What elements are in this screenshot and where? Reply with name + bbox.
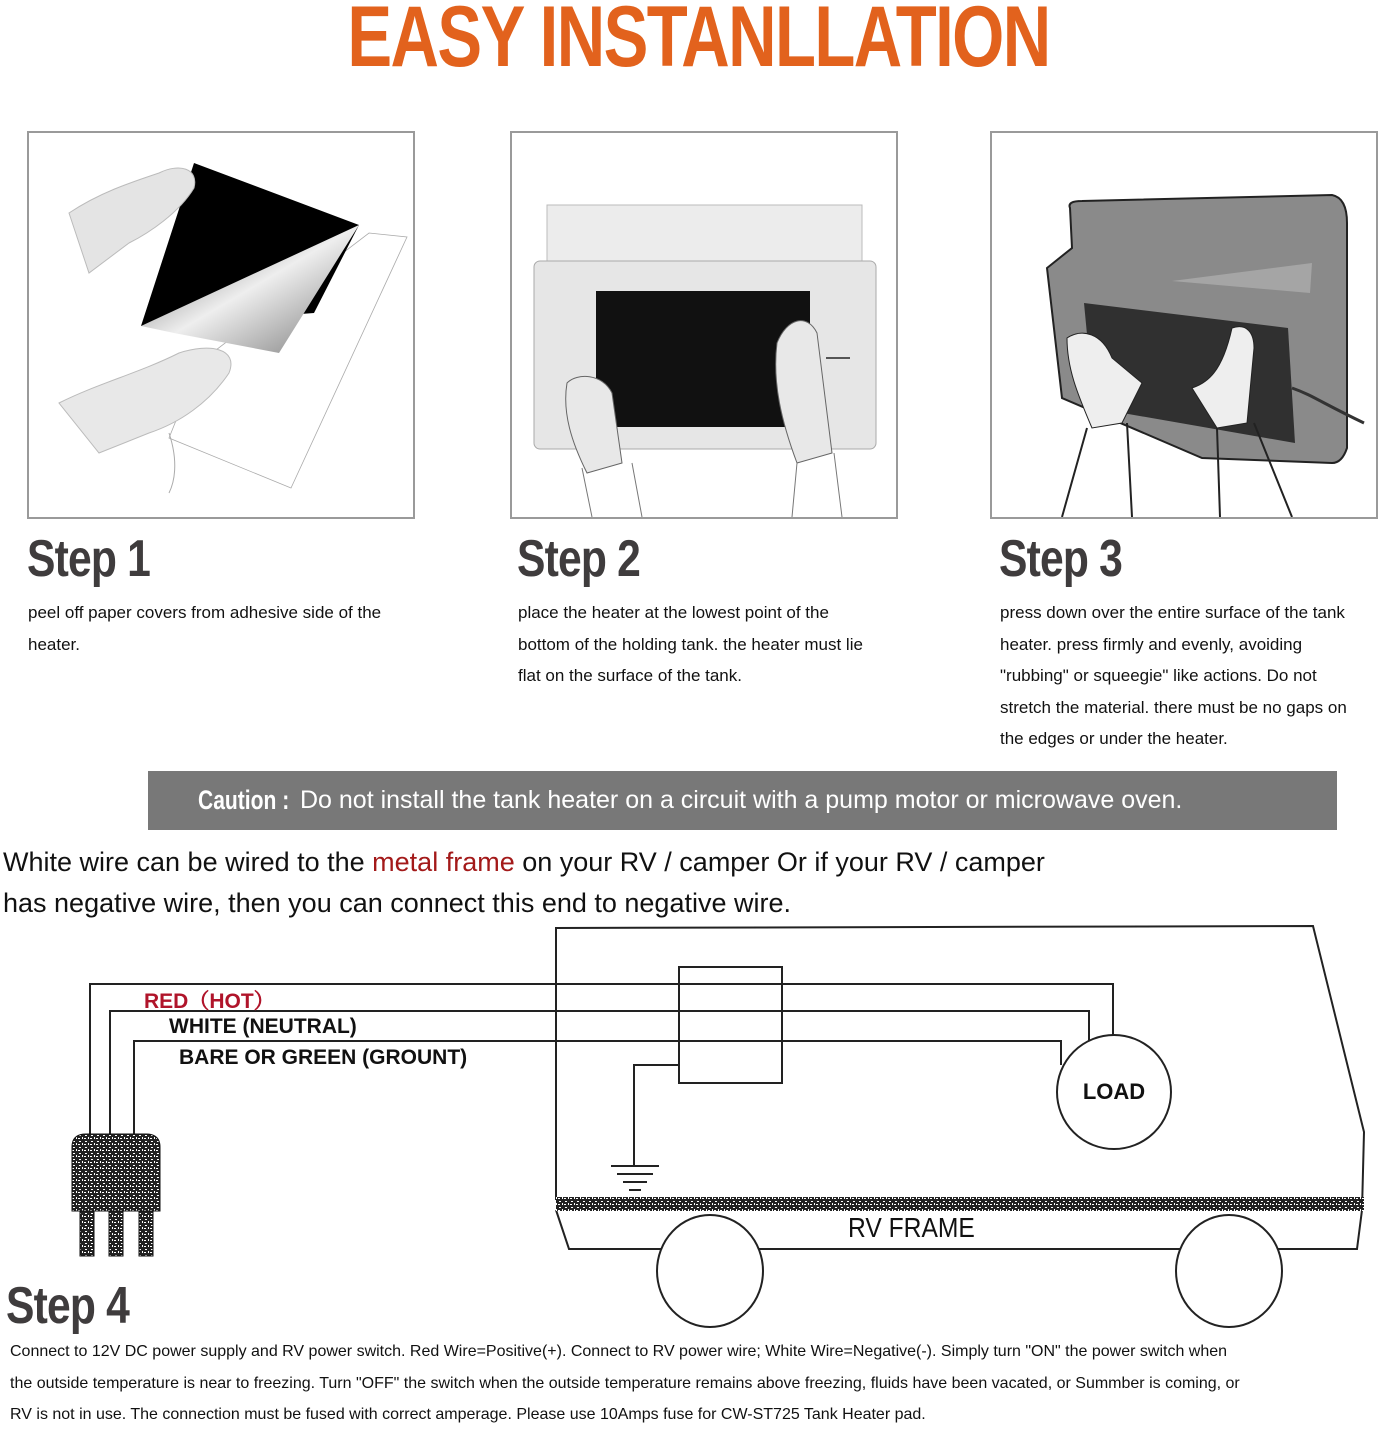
step-4-line: RV is not in use. The connection must be fused with correct amperage. Please use 10Amps fuse for CW-ST725 Tank Heater pad. bbox=[10, 1406, 926, 1423]
step-1-line: peel off paper covers from adhesive side of the bbox=[28, 603, 382, 622]
step-3-line: "rubbing" or squeegie" like actions. Do not bbox=[1000, 666, 1317, 685]
wiring-note bbox=[3, 842, 1203, 924]
peel-cover-illustration-icon bbox=[29, 133, 413, 517]
white-wire-label: WHITE (NEUTRAL) bbox=[169, 1015, 357, 1038]
red-wire-label: RED（HOT） bbox=[144, 990, 275, 1013]
step-1-illustration bbox=[27, 131, 415, 519]
plug-icon bbox=[72, 1134, 160, 1256]
step-3-illustration bbox=[990, 131, 1378, 519]
step-3-line: stretch the material. there must be no gaps on bbox=[1000, 697, 1347, 717]
page-title: EASY INSTANLLATION bbox=[347, 0, 1050, 85]
step-4-description bbox=[10, 1336, 1397, 1431]
step-2-illustration bbox=[510, 131, 898, 519]
wiring-note-text: White wire can be wired to the bbox=[3, 847, 373, 877]
step-2-heading: Step 2 bbox=[517, 530, 641, 588]
load-label: LOAD bbox=[1082, 1079, 1146, 1104]
step-3-line: the edges or under the heater. bbox=[1000, 729, 1228, 748]
rv-body-icon bbox=[556, 926, 1364, 1327]
step-4-line: the outside temperature is near to freezing. Turn "OFF" the switch when the outside temperature remains above freezing, fluids have been vacated, or Summber is coming, or bbox=[10, 1374, 1240, 1392]
step-4-line: Connect to 12V DC power supply and RV power switch. Red Wire=Positive(+). Connect to RV power wire; White Wire=Negative(-). Simply turn "ON" the power switch when bbox=[10, 1343, 1228, 1360]
caution-banner bbox=[148, 771, 1337, 830]
ground-wire-label: BARE OR GREEN (GROUNT) bbox=[179, 1046, 468, 1069]
caution-label: Caution : bbox=[198, 785, 290, 815]
step-2-description bbox=[518, 597, 978, 692]
step-3-description bbox=[1000, 597, 1397, 755]
step-2-line: bottom of the holding tank. the heater must lie bbox=[518, 634, 863, 654]
step-2-line: flat on the surface of the tank. bbox=[518, 666, 742, 685]
rv-frame-label: RV FRAME bbox=[848, 1212, 975, 1243]
tank-heater-placement-illustration-icon bbox=[512, 133, 896, 517]
wiring-note-highlight: metal frame bbox=[372, 847, 515, 877]
wiring-diagram bbox=[0, 920, 1397, 1340]
step-4-heading: Step 4 bbox=[6, 1277, 130, 1335]
press-heater-illustration-icon bbox=[992, 133, 1376, 517]
step-3-line: press down over the entire surface of the tank bbox=[1000, 603, 1345, 622]
wiring-note-text: on your RV / camper Or if your RV / camper bbox=[514, 847, 1045, 877]
step-1-description bbox=[28, 597, 488, 660]
caution-message: Do not install the tank heater on a circuit with a pump motor or microwave oven. bbox=[300, 786, 1183, 814]
step-1-heading: Step 1 bbox=[27, 530, 151, 588]
step-1-line: heater. bbox=[28, 634, 80, 654]
wiring-note-line-2: has negative wire, then you can connect this end to negative wire. bbox=[3, 888, 791, 918]
step-3-line: heater. press firmly and evenly, avoiding bbox=[1000, 634, 1303, 654]
step-3-heading: Step 3 bbox=[999, 530, 1123, 588]
step-2-line: place the heater at the lowest point of the bbox=[518, 603, 829, 622]
ground-symbol-icon bbox=[611, 1065, 679, 1190]
